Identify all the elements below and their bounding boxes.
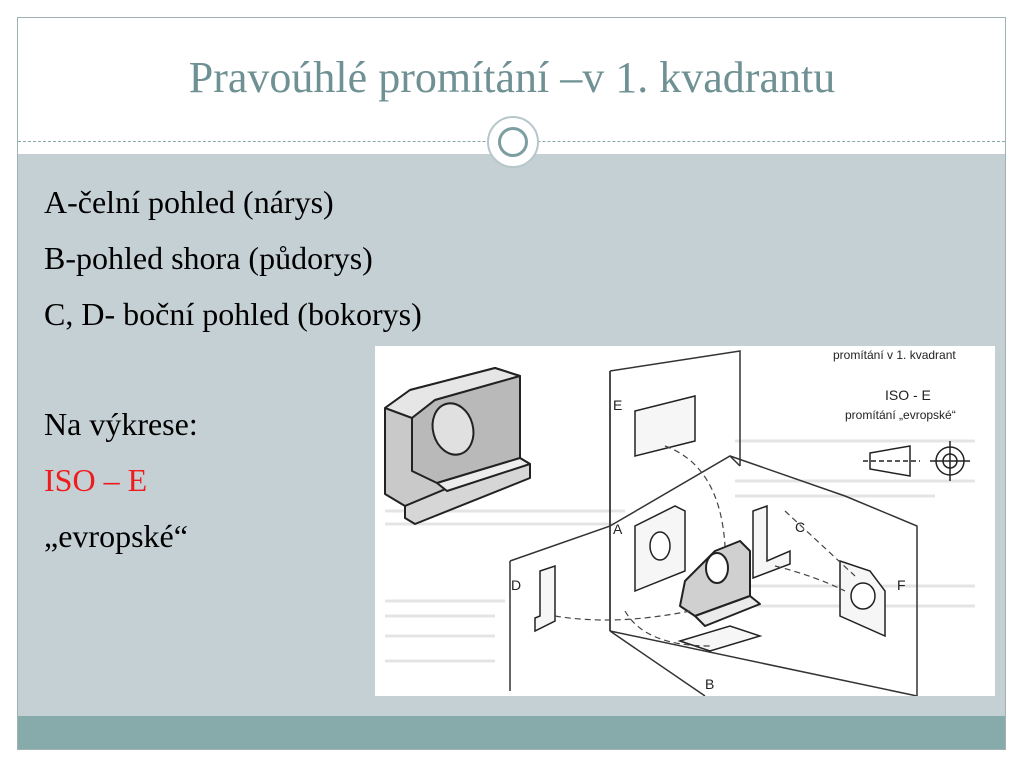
footer-bar	[18, 716, 1005, 749]
isometric-part	[385, 368, 530, 524]
text-top-view: B-pohled shora (půdorys)	[44, 240, 373, 276]
text-on-drawing: Na výkrese:	[44, 406, 198, 442]
label-c: C	[795, 519, 806, 535]
text-front-view: A-čelní pohled (nárys)	[44, 184, 334, 220]
iso-e-symbol	[863, 441, 970, 481]
label-d: D	[511, 577, 522, 593]
projection-drawing	[375, 346, 995, 696]
text-european: „evropské“	[44, 518, 188, 554]
caption-european: promítání „evropské“	[845, 408, 956, 422]
caption-iso: ISO - E	[885, 387, 931, 403]
inner-ring	[498, 127, 528, 157]
caption-projection: promítání v 1. kvadrant	[833, 348, 956, 362]
circle-ornament-icon	[487, 116, 539, 168]
label-a: A	[613, 521, 623, 537]
text-iso-e: ISO – E	[44, 462, 148, 498]
slide-title: Pravoúhlé promítání –v 1. kvadrantu	[188, 53, 836, 102]
label-f: F	[897, 577, 906, 593]
label-e: E	[613, 397, 623, 413]
text-side-view: C, D- boční pohled (bokorys)	[44, 296, 422, 332]
label-b: B	[705, 676, 715, 692]
